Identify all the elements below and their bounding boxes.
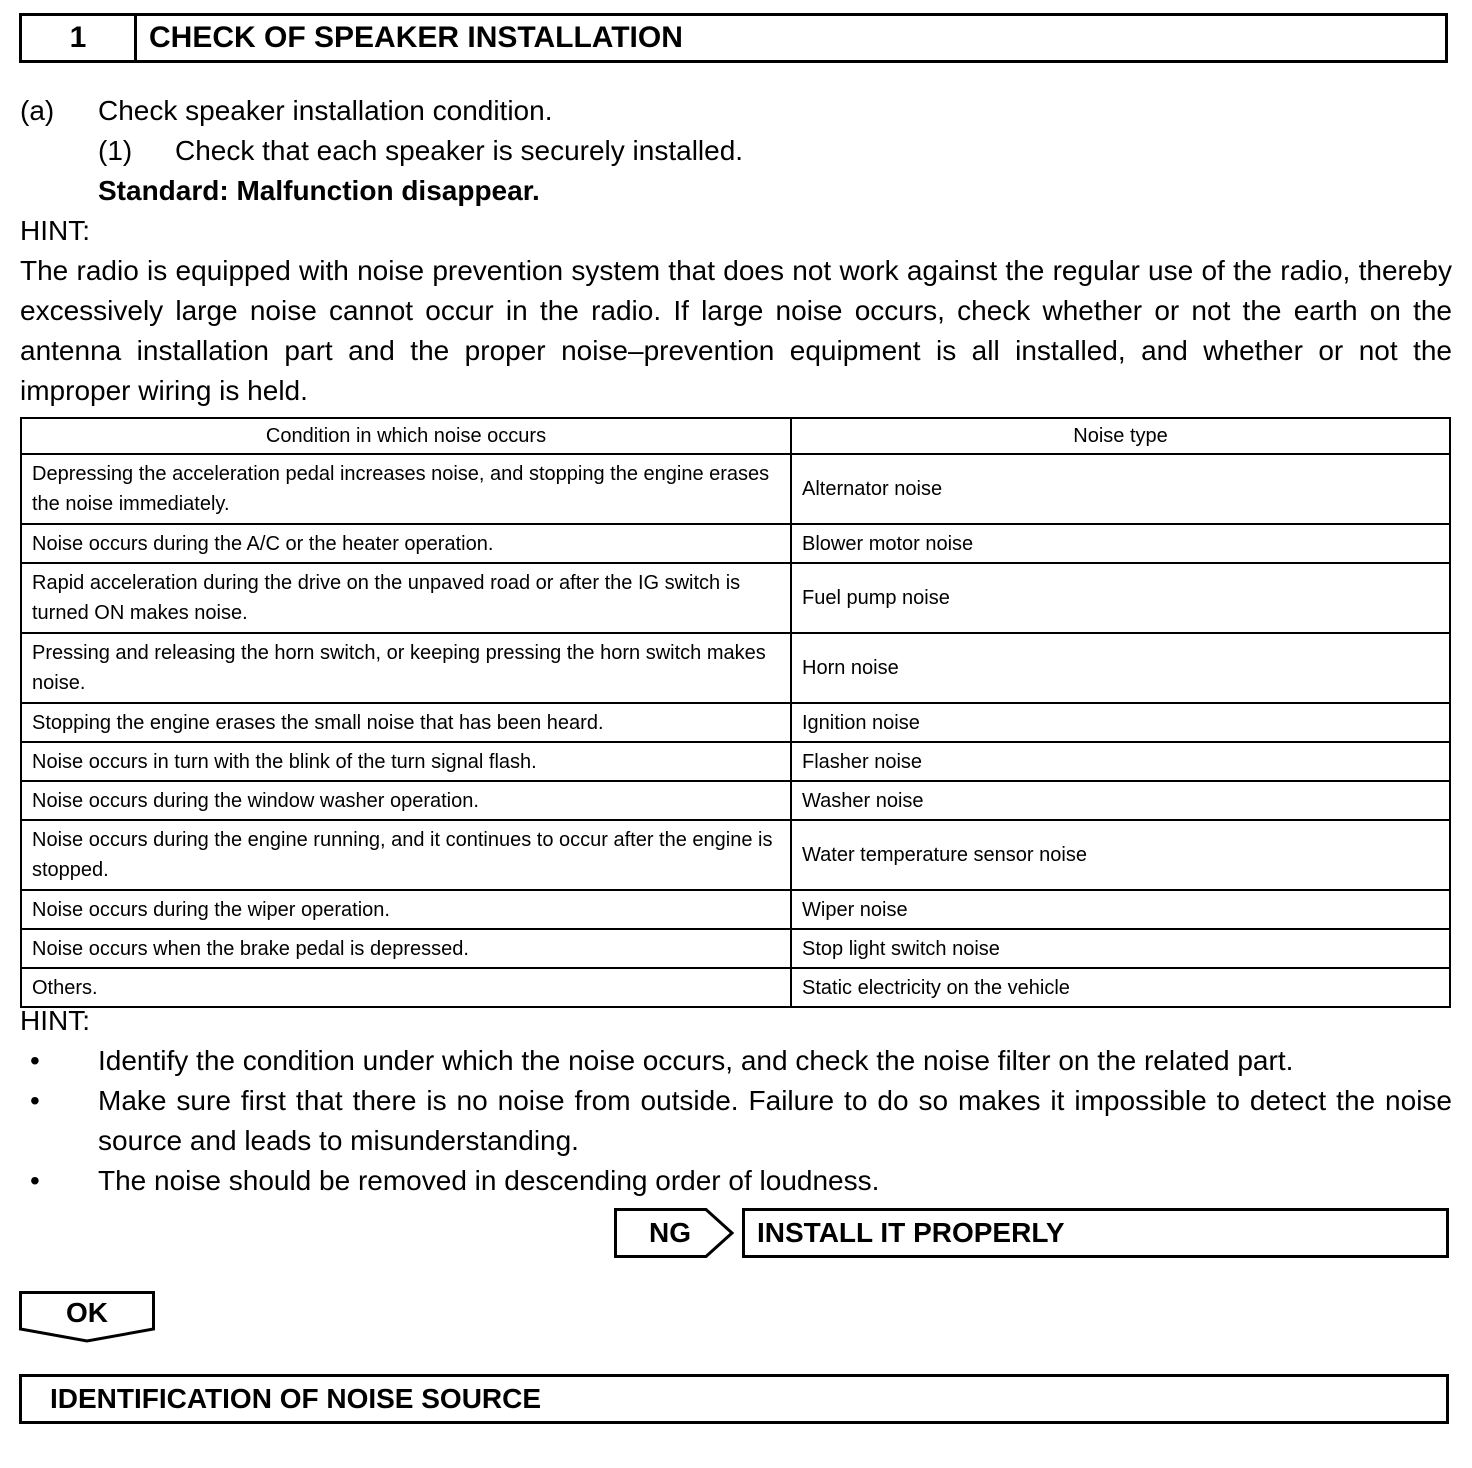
condition-cell: Noise occurs during the window washer operation. — [21, 781, 791, 820]
condition-cell: Noise occurs in turn with the blink of the turn signal flash. — [21, 742, 791, 781]
condition-cell: Stopping the engine erases the small noise that has been heard. — [21, 703, 791, 742]
ok-branch — [19, 1291, 155, 1343]
noise-table — [20, 417, 1451, 1008]
condition-cell: Rapid acceleration during the drive on the unpaved road or after the IG switch is turned ON makes noise. — [21, 563, 791, 633]
next-step-box: IDENTIFICATION OF NOISE SOURCE — [19, 1374, 1449, 1424]
table-row — [21, 781, 1450, 820]
step-header — [19, 13, 1448, 63]
item-a-marker: (a) — [20, 95, 55, 126]
noise-type-cell: Flasher noise — [791, 742, 1450, 781]
table-row — [21, 890, 1450, 929]
ok-label: OK — [66, 1297, 108, 1328]
noise-type-cell: Blower motor noise — [791, 524, 1450, 563]
noise-type-cell: Alternator noise — [791, 454, 1450, 524]
bullet-icon: • — [30, 1045, 40, 1076]
step-title: CHECK OF SPEAKER INSTALLATION — [149, 21, 683, 54]
condition-cell: Noise occurs during the wiper operation. — [21, 890, 791, 929]
ng-branch — [614, 1208, 734, 1258]
noise-type-cell: Water temperature sensor noise — [791, 820, 1450, 890]
condition-cell: Pressing and releasing the horn switch, or keeping pressing the horn switch makes noise. — [21, 633, 791, 703]
table-row — [21, 563, 1450, 633]
noise-type-cell: Washer noise — [791, 781, 1450, 820]
ng-action-box: INSTALL IT PROPERLY — [742, 1208, 1449, 1258]
noise-type-cell: Fuel pump noise — [791, 563, 1450, 633]
step-number: 1 — [22, 16, 137, 60]
table-header-condition: Condition in which noise occurs — [21, 418, 791, 454]
noise-type-cell: Ignition noise — [791, 703, 1450, 742]
item-1-marker: (1) — [98, 135, 133, 166]
noise-type-cell: Horn noise — [791, 633, 1450, 703]
condition-cell: Noise occurs during the engine running, and it continues to occur after the engine is stopped. — [21, 820, 791, 890]
bullet-icon: • — [30, 1165, 40, 1196]
item-1-text: Check that each speaker is securely installed. — [175, 135, 744, 166]
hint-label-2: HINT: — [20, 1005, 90, 1036]
noise-type-cell: Static electricity on the vehicle — [791, 968, 1450, 1007]
table-row — [21, 454, 1450, 524]
table-header-noise-type: Noise type — [791, 418, 1450, 454]
table-row — [21, 524, 1450, 563]
hint-paragraph: The radio is equipped with noise prevention system that does not work against the regular use of the radio, thereby excessively large noise cannot occur in the radio. If large noise occurs, check whether or not the earth on the antenna installation part and the proper noise–prevention equipment is all installed, and whether or not the improper wiring is held. — [20, 255, 1452, 406]
hint-bullet-text: The noise should be removed in descending order of loudness. — [98, 1165, 880, 1196]
condition-cell: Others. — [21, 968, 791, 1007]
item-a-text: Check speaker installation condition. — [98, 95, 553, 126]
hint-bullet-text: Make sure first that there is no noise from outside. Failure to do so makes it impossible to detect the noise source and leads to misunderstanding. — [98, 1085, 1452, 1156]
hint-label: HINT: — [20, 215, 90, 246]
table-row — [21, 703, 1450, 742]
table-row — [21, 742, 1450, 781]
ng-label: NG — [649, 1217, 691, 1248]
table-row — [21, 929, 1450, 968]
hint-bullet-text: Identify the condition under which the noise occurs, and check the noise filter on the related part. — [98, 1045, 1294, 1076]
condition-cell: Noise occurs when the brake pedal is depressed. — [21, 929, 791, 968]
table-row — [21, 968, 1450, 1007]
table-row — [21, 633, 1450, 703]
bullet-icon: • — [30, 1085, 40, 1116]
condition-cell: Noise occurs during the A/C or the heater operation. — [21, 524, 791, 563]
standard-text: Standard: Malfunction disappear. — [98, 175, 540, 206]
condition-cell: Depressing the acceleration pedal increases noise, and stopping the engine erases the noise immediately. — [21, 454, 791, 524]
table-row — [21, 820, 1450, 890]
noise-type-cell: Stop light switch noise — [791, 929, 1450, 968]
noise-type-cell: Wiper noise — [791, 890, 1450, 929]
